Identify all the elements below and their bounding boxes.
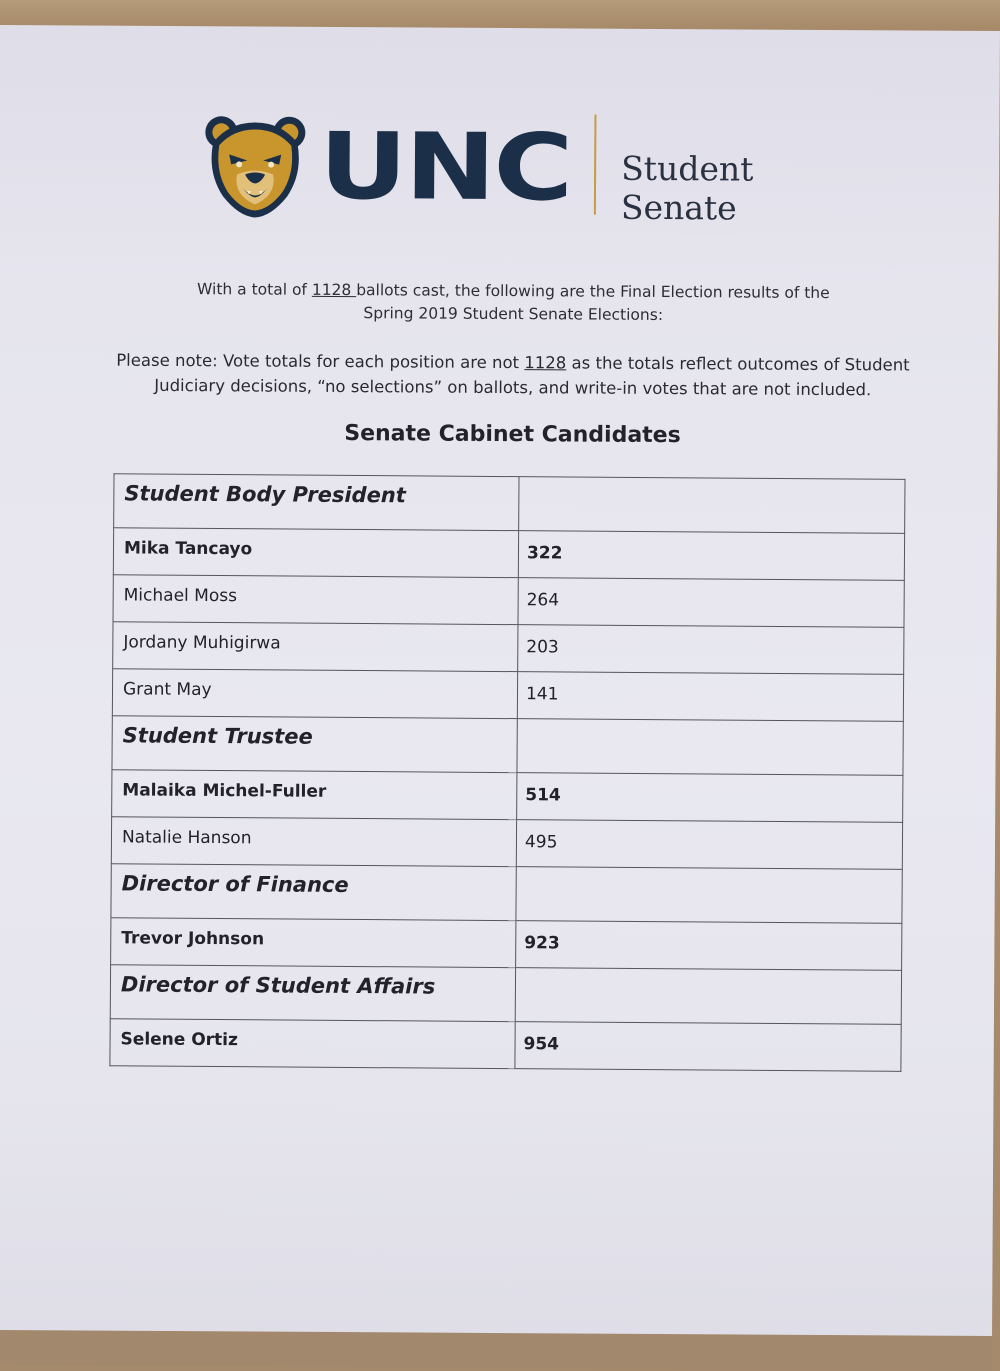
note-ballot-count: 1128: [524, 353, 567, 373]
candidate-name: Trevor Johnson: [111, 918, 516, 968]
intro-text-end: ballots cast, the following are the Final Election results of the: [356, 281, 830, 303]
candidate-votes: 954: [515, 1022, 901, 1072]
position-row: [112, 716, 903, 776]
table-row: [113, 622, 904, 675]
position-row: [114, 474, 905, 534]
candidate-name: Jordany Muhigirwa: [113, 622, 518, 672]
candidate-name: Natalie Hanson: [111, 817, 516, 867]
table-row: [110, 1019, 901, 1072]
table-row: [112, 669, 903, 722]
position-row: [110, 965, 901, 1025]
table-row: [113, 528, 904, 581]
position-title: Director of Student Affairs: [110, 965, 515, 1022]
position-votes-empty: [516, 867, 902, 924]
document-page: [0, 25, 1000, 1336]
bear-logo-icon: [203, 112, 308, 219]
position-title: Student Body President: [114, 474, 519, 531]
header: [199, 108, 840, 252]
section-title: Senate Cabinet Candidates: [344, 421, 681, 449]
candidate-votes: 264: [518, 578, 904, 628]
logo-wordmark: UNC: [318, 112, 572, 222]
candidate-name: Malaika Michel-Fuller: [112, 770, 517, 820]
table-row: [112, 770, 903, 823]
intro-line-2: Spring 2019 Student Senate Elections:: [363, 304, 664, 325]
header-subtitle: Student Senate: [620, 148, 754, 228]
note-line-2: Judiciary decisions, “no selections” on ballots, and write-in votes that are not included.: [154, 375, 872, 400]
results-table: [109, 473, 905, 1072]
note-text-start: Please note: Vote totals for each position are not: [116, 350, 525, 373]
note-text-end: as the totals reflect outcomes of Student: [566, 353, 910, 375]
table-row: [113, 575, 904, 628]
table-row: [111, 918, 902, 971]
note-paragraph: [108, 348, 918, 403]
paper-shading: [0, 1065, 994, 1371]
position-votes-empty: [515, 968, 901, 1025]
ballot-count: 1128: [311, 280, 357, 300]
candidate-votes: 141: [517, 672, 903, 722]
position-title: Student Trustee: [112, 716, 517, 773]
intro-paragraph: [148, 278, 878, 328]
candidate-votes: 203: [518, 625, 904, 675]
candidate-name: Michael Moss: [113, 575, 518, 625]
position-title: Director of Finance: [111, 864, 516, 921]
position-votes-empty: [519, 477, 905, 534]
position-row: [111, 864, 902, 924]
position-votes-empty: [517, 719, 903, 776]
candidate-name: Mika Tancayo: [113, 528, 518, 578]
candidate-votes: 495: [516, 820, 902, 870]
candidate-name: Selene Ortiz: [110, 1019, 515, 1069]
candidate-votes: 322: [518, 531, 904, 581]
candidate-votes: 923: [516, 921, 902, 971]
candidate-votes: 514: [517, 773, 903, 823]
intro-text-start: With a total of: [197, 280, 312, 299]
table-row: [111, 817, 902, 870]
candidate-name: Grant May: [112, 669, 517, 719]
header-divider: [594, 115, 597, 215]
